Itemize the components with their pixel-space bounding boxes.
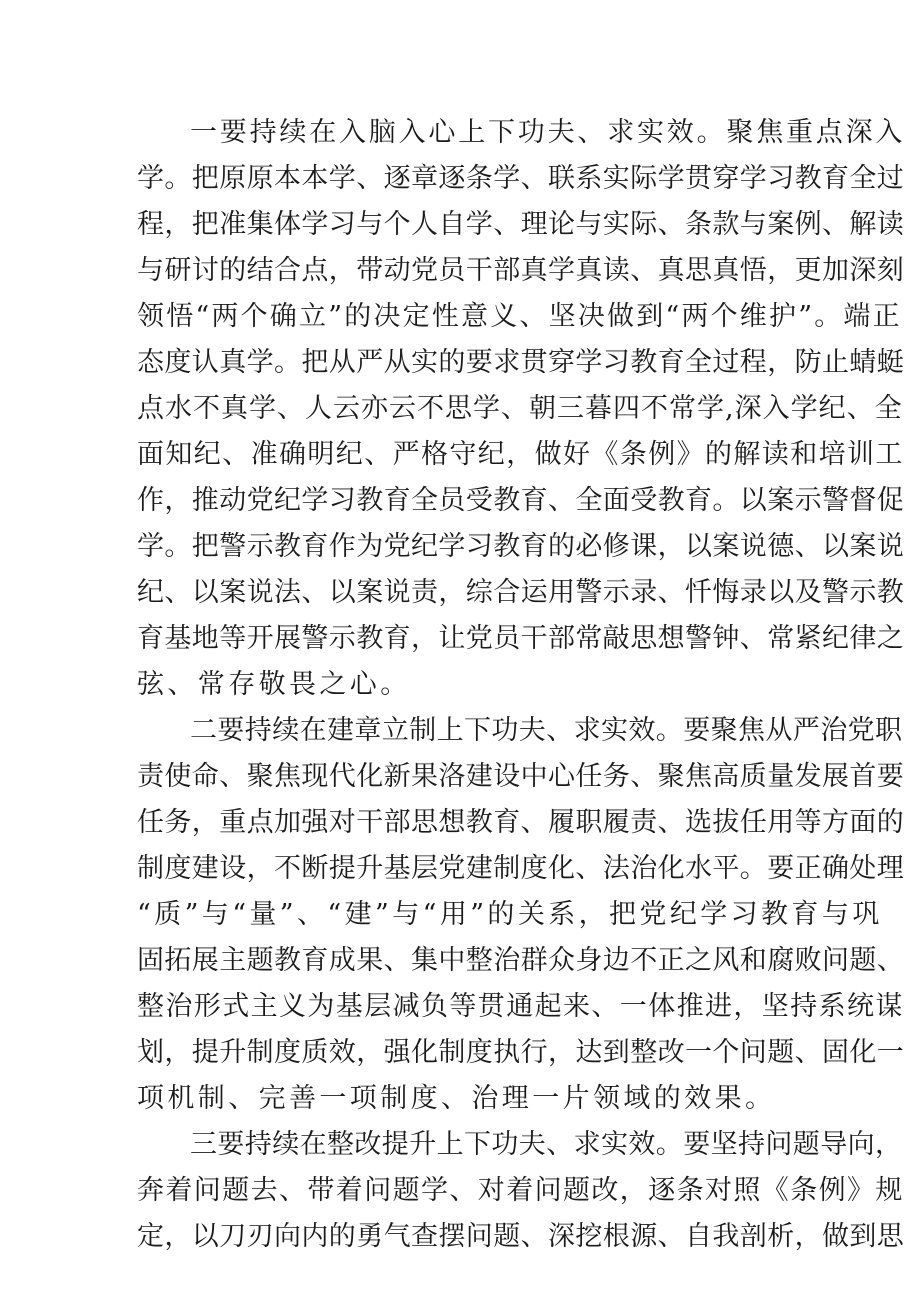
- text-line: 整治形式主义为基层减负等贯通起来、一体推进，坚持系统谋: [137, 991, 904, 1022]
- text-line: 学。把警示教育作为党纪学习教育的必修课，以案说德、以案说: [137, 531, 905, 562]
- text-line: 一要持续在入脑入心上下功夫、求实效。聚焦重点深入: [190, 117, 906, 148]
- text-line: 任务，重点加强对干部思想教育、履职履责、选拔任用等方面的: [137, 807, 905, 838]
- text-line: 与研讨的结合点，带动党员干部真学真读、真思真悟，更加深刻: [137, 255, 905, 286]
- text-line: 定，以刀刃向内的勇气查摆问题、深挖根源、自我剖析，做到思: [137, 1221, 905, 1252]
- text-line: 奔着问题去、带着问题学、对着问题改，逐条对照《条例》规: [137, 1175, 904, 1206]
- text-line: 项机制、完善一项制度、治理一片领域的效果。: [137, 1083, 776, 1114]
- text-line: “质”与“量”、“建”与“用”的关系，把党纪学习教育与巩: [137, 899, 883, 930]
- text-line: 态度认真学。把从严从实的要求贯穿学习教育全过程，防止蜻蜓: [137, 347, 905, 378]
- text-line: 二要持续在建章立制上下功夫、求实效。要聚焦从严治党职: [190, 715, 903, 746]
- text-line: 点水不真学、人云亦云不思学、朝三暮四不常学,深入学纪、全: [137, 393, 903, 424]
- text-line: 纪、以案说法、以案说责，综合运用警示录、忏悔录以及警示教: [137, 577, 905, 608]
- text-line: 育基地等开展警示教育，让党员干部常敲思想警钟、常紧纪律之: [137, 623, 905, 654]
- text-line: 三要持续在整改提升上下功夫、求实效。要坚持问题导向，: [190, 1129, 903, 1160]
- text-line: 领悟“两个确立”的决定性意义、坚决做到“两个维护”。端正: [137, 301, 902, 332]
- text-line: 固拓展主题教育成果、集中整治群众身边不正之风和腐败问题、: [137, 945, 905, 976]
- text-line: 弦、常存敬畏之心。: [137, 669, 411, 700]
- text-line: 学。把原原本本学、逐章逐条学、联系实际学贯穿学习教育全过: [137, 163, 905, 194]
- text-line: 划，提升制度质效，强化制度执行，达到整改一个问题、固化一: [137, 1037, 905, 1068]
- text-line: 制度建设，不断提升基层党建制度化、法治化水平。要正确处理: [137, 853, 905, 884]
- text-line: 作，推动党纪学习教育全员受教育、全面受教育。以案示警督促: [137, 485, 905, 516]
- text-line: 程，把准集体学习与个人自学、理论与实际、条款与案例、解读: [137, 209, 905, 240]
- text-line: 责使命、聚焦现代化新果洛建设中心任务、聚焦高质量发展首要: [137, 761, 905, 792]
- text-line: 面知纪、准确明纪、严格守纪，做好《条例》的解读和培训工: [137, 439, 904, 470]
